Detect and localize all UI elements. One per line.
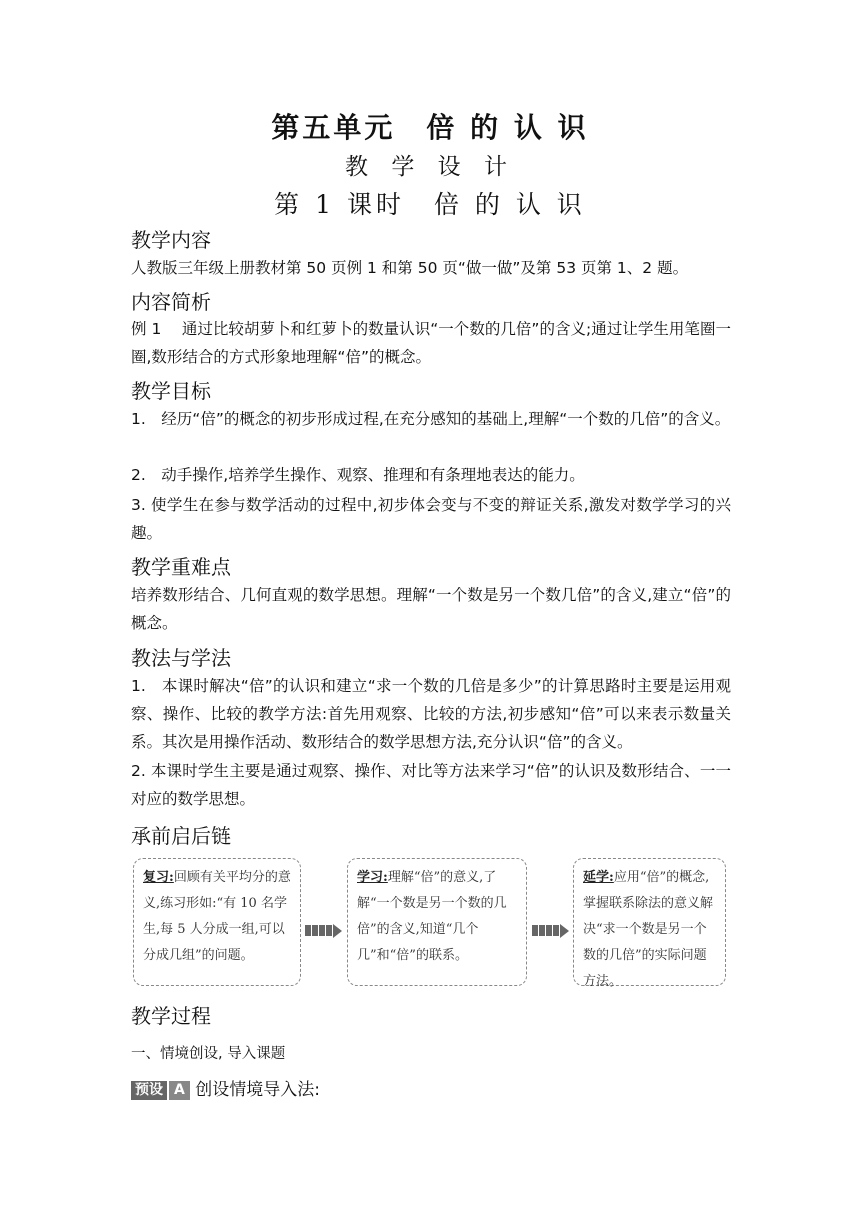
key-points-text: 培养数形结合、几何直观的数学思想。理解“一个数是另一个数几倍”的含义,建立“倍”的概念。 xyxy=(131,586,731,632)
chain-box-extend xyxy=(573,858,726,989)
chain-text-learn: 理解“倍”的意义,了解“一个数是另一个数的几倍”的含义,知道“几个几”和“倍”的联系。 xyxy=(357,870,507,963)
goal-item-3: 3. 使学生在参与数学活动的过程中,初步体会变与不变的辩证关系,激发对数学学习的兴趣。 xyxy=(131,496,731,542)
chain-box-review xyxy=(133,858,301,986)
goal-item-2: 2. 动手操作,培养学生操作、观察、推理和有条理地表达的能力。 xyxy=(131,466,585,484)
method-item-1: 1. 本课时解决“倍”的认识和建立“求一个数的几倍是多少”的计算思路时主要是运用观察、操作、比较的教学方法:首先用观察、比较的方法,初步感知“倍”可以来表示数量关系。其次是用操作活动、数形结合的数学思想方法,充分认识“倍”的含义。 xyxy=(131,677,731,751)
heading-key-points: 教学重难点 xyxy=(131,555,231,579)
arrow-icon xyxy=(305,920,343,934)
design-title: 教 学 设 计 xyxy=(345,154,515,180)
heading-goals: 教学目标 xyxy=(131,379,211,403)
lesson-title: 第 1 课时 倍 的 认 识 xyxy=(274,190,586,219)
process-step-1: 一、情境创设, 导入课题 xyxy=(131,1046,286,1062)
heading-chain: 承前启后链 xyxy=(131,824,231,848)
content-text: 人教版三年级上册教材第 50 页例 1 和第 50 页“做一做”及第 53 页第 1、2 题。 xyxy=(131,259,689,277)
heading-content: 教学内容 xyxy=(131,228,211,252)
arrow-icon xyxy=(532,920,570,934)
preset-line xyxy=(131,1075,320,1100)
chain-box-learn xyxy=(347,858,527,986)
heading-process: 教学过程 xyxy=(131,1004,211,1028)
preset-text: 创设情境导入法: xyxy=(195,1080,320,1100)
chain-text-review: 回顾有关平均分的意义,练习形如:“有 10 名学生,每 5 人分成一组,可以分成几组”的问题。 xyxy=(143,870,291,963)
goal-item-1: 1. 经历“倍”的概念的初步形成过程,在充分感知的基础上,理解“一个数的几倍”的含义。 xyxy=(131,410,731,428)
chain-tag-review: 复习: xyxy=(143,870,174,885)
analysis-text: 例 1 通过比较胡萝卜和红萝卜的数量认识“一个数的几倍”的含义;通过让学生用笔圈一圈,数形结合的方式形象地理解“倍”的概念。 xyxy=(131,320,731,366)
chain-tag-extend: 延学: xyxy=(583,870,614,885)
chain-tag-learn: 学习: xyxy=(357,870,388,885)
preset-letter-badge: A xyxy=(169,1081,190,1100)
unit-title: 第五单元 倍 的 认 识 xyxy=(271,111,589,144)
heading-analysis: 内容简析 xyxy=(131,290,211,314)
chain-text-extend: 应用“倍”的概念,掌握联系除法的意义解决“求一个数是另一个数的几倍”的实际问题方法。 xyxy=(583,870,714,989)
method-item-2: 2. 本课时学生主要是通过观察、操作、对比等方法来学习“倍”的认识及数形结合、一一对应的数学思想。 xyxy=(131,762,731,808)
heading-methods: 教法与学法 xyxy=(131,646,231,670)
preset-badge: 预设 xyxy=(131,1081,167,1100)
